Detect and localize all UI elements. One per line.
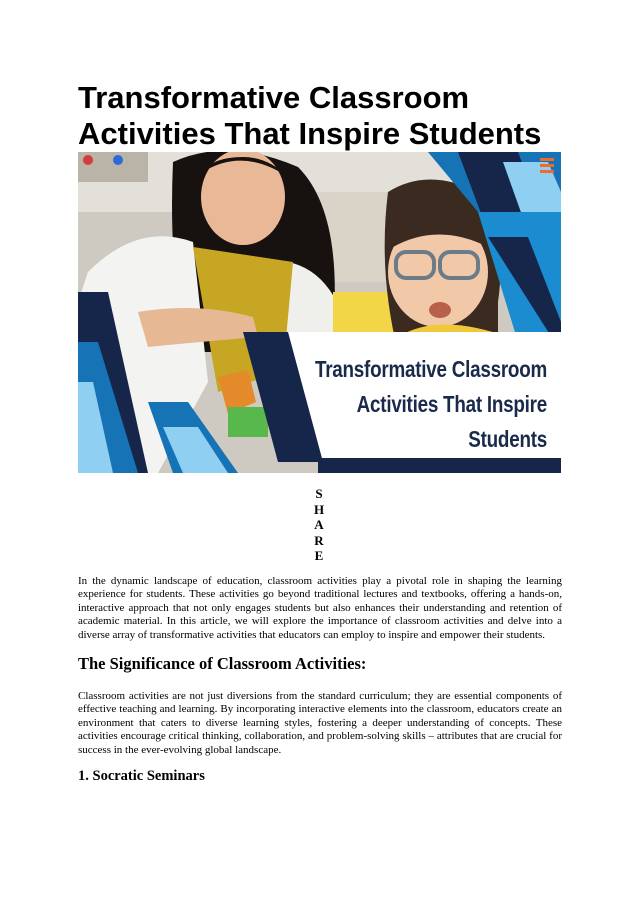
intro-paragraph: In the dynamic landscape of education, classroom activities play a pivotal role in shaping the learning experience for students. These activities go beyond traditional lectures and textbooks, offering a hands-on, interactive approach that not only engages students but also enhances their understanding and retention of academic material. In this article, we will explore the importance of classroom activities and delve into a diverse array of transformative activities that educators can employ to inspire and empower their students. <box>78 575 562 641</box>
hero-caption-line: Transformative Classroom <box>314 356 547 382</box>
section-paragraph: Classroom activities are not just diversions from the standard curriculum; they are essential components of effective teaching and learning. By incorporating interactive elements into the classroom, educators create an environment that caters to diverse learning styles, fostering a deeper understanding of concepts. These activities encourage critical thinking, collaboration, and problem-solving skills – attributes that are crucial for success in the ever-evolving global landscape. <box>78 690 562 756</box>
share-label[interactable] <box>312 486 326 564</box>
share-letter: S <box>315 486 323 501</box>
share-letter: A <box>314 517 324 532</box>
share-letter: R <box>314 532 324 548</box>
hero-caption-line: Activities That Inspire <box>356 391 547 417</box>
share-letter: H <box>313 501 325 517</box>
hero-caption-line: Students <box>468 426 547 452</box>
share-letter: E <box>314 548 324 563</box>
article-title: Transformative Classroom Activities That Inspire Students <box>78 80 542 151</box>
hero-image <box>78 152 561 473</box>
hero-caption <box>309 352 547 457</box>
subsection-heading: 1. Socratic Seminars <box>78 768 205 784</box>
section-heading: The Significance of Classroom Activities: <box>78 654 367 673</box>
